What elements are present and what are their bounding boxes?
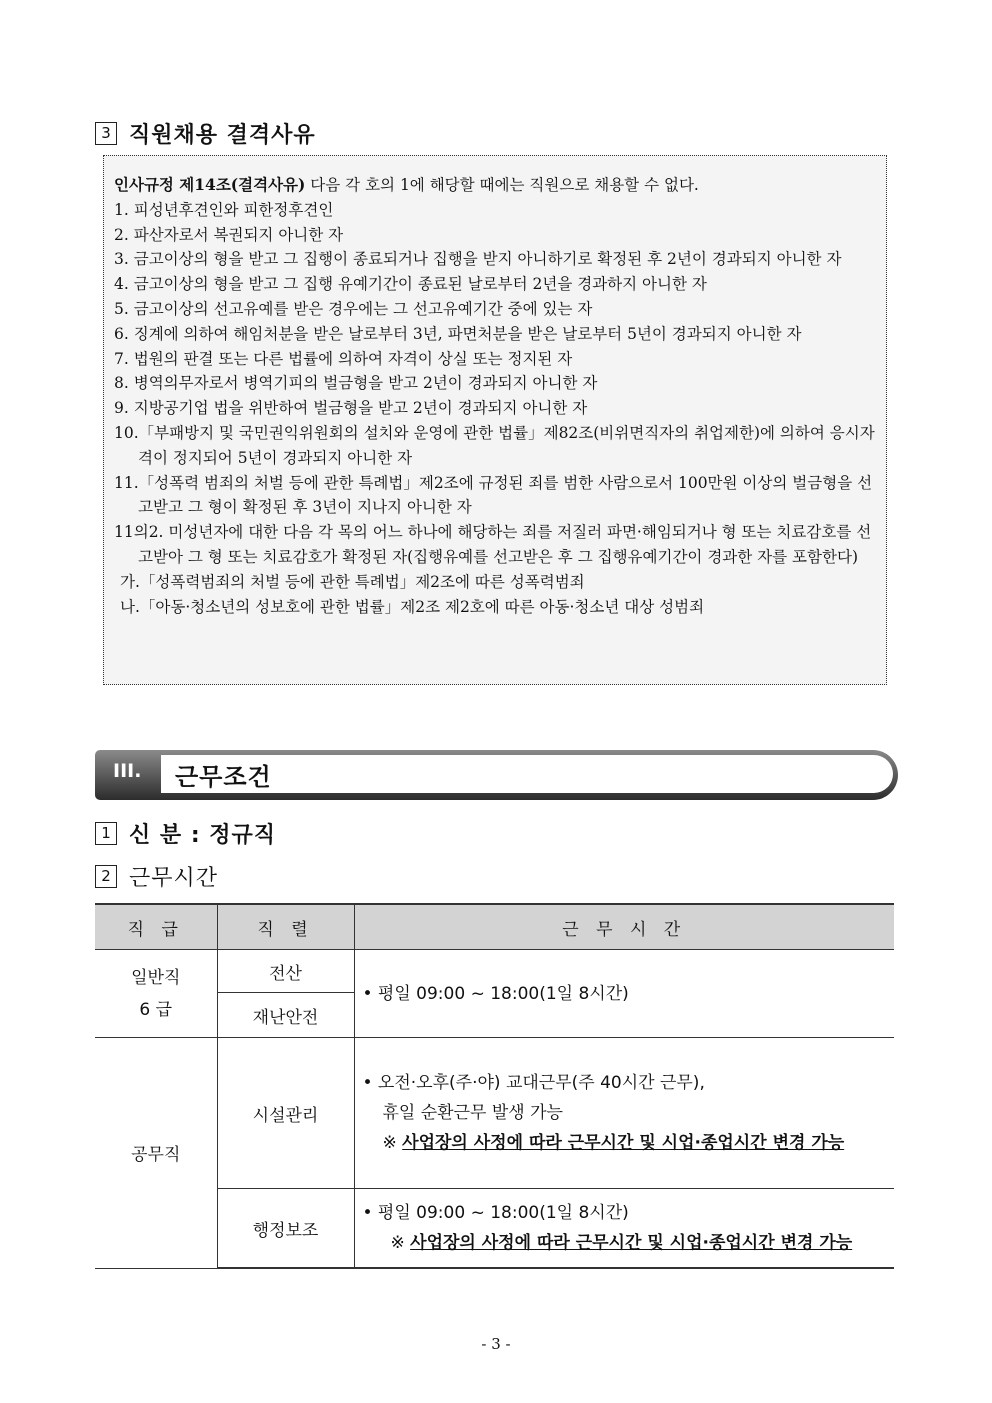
facility-line2: 휴일 순환근무 발생 가능 bbox=[382, 1103, 563, 1123]
rule-item: 3. 금고이상의 형을 받고 그 집행이 종료되거나 집행을 받지 아니하기로 확정된 후 2년이 경과되지 아니한 자 bbox=[114, 250, 842, 269]
section-title: 근무시간 bbox=[129, 866, 219, 891]
table-row bbox=[95, 950, 894, 993]
rule-item: 8. 병역의무자로서 병역기피의 벌금형을 받고 2년이 경과되지 아니한 자 bbox=[114, 374, 598, 393]
note-mark: ※ bbox=[382, 1133, 403, 1153]
header-grade: 직 급 bbox=[95, 904, 217, 950]
facility-note bbox=[363, 1128, 894, 1158]
header-work-hours: 근 무 시 간 bbox=[354, 904, 894, 950]
header-job-series: 직 렬 bbox=[217, 904, 354, 950]
note-text: 사업장의 사정에 따라 근무시간 및 시업·종업시간 변경 가능 bbox=[410, 1233, 853, 1253]
section-title: 직원채용 결격사유 bbox=[129, 123, 316, 148]
facility-line1: • 오전·오후(주·야) 교대근무(주 40시간 근무), bbox=[362, 1073, 705, 1093]
table-header-row bbox=[95, 904, 894, 950]
grade-general-line2: 6 급 bbox=[139, 999, 173, 1020]
grade-general bbox=[95, 950, 217, 1038]
hours-admin bbox=[354, 1189, 894, 1269]
note-text: 사업장의 사정에 따라 근무시간 및 시업·종업시간 변경 가능 bbox=[402, 1133, 845, 1153]
rule-item: 1. 피성년후견인와 피한정후견인 bbox=[114, 200, 334, 219]
rule-item: 11.「성폭력 범죄의 처벌 등에 관한 특례법」제2조에 규정된 죄를 범한 사람으로서 100만원 이상의 벌금형을 선고받고 그 형이 확정된 후 3년이 지나지 아니한 자 bbox=[114, 473, 873, 517]
section-number-box: 3 bbox=[95, 122, 117, 145]
grade-general-line1: 일반직 bbox=[131, 967, 181, 988]
rule-item: 7. 법원의 판결 또는 다른 법률에 의하여 자격이 상실 또는 정지된 자 bbox=[114, 349, 573, 368]
section-3-heading bbox=[95, 118, 316, 149]
admin-line1: • 평일 09:00 ~ 18:00(1일 8시간) bbox=[362, 1203, 629, 1223]
rule-item: 6. 징계에 의하여 해임처분을 받은 날로부터 3년, 파면처분을 받은 날로부터 5년이 경과되지 아니한 자 bbox=[114, 324, 802, 343]
job-admin: 행정보조 bbox=[217, 1189, 354, 1269]
rule-item: 4. 금고이상의 형을 받고 그 집행 유예기간이 종료된 날로부터 2년을 경과하지 아니한 자 bbox=[114, 275, 707, 294]
admin-note bbox=[363, 1228, 894, 1258]
table-row bbox=[95, 1038, 894, 1189]
grade-public-service: 공무직 bbox=[95, 1038, 217, 1269]
disqualification-rules-box bbox=[103, 155, 887, 685]
page-number: - 3 - bbox=[481, 1335, 511, 1353]
rules-lead-rest: 다음 각 호의 1에 해당할 때에는 직원으로 채용할 수 없다. bbox=[305, 176, 699, 194]
hours-general: • 평일 09:00 ~ 18:00(1일 8시간) bbox=[354, 950, 894, 1038]
section-2-heading bbox=[95, 861, 218, 892]
section-title: 신 분 : 정규직 bbox=[129, 823, 277, 848]
section-number-box: 1 bbox=[95, 822, 117, 845]
rule-subitem: 나.「아동·청소년의 성보호에 관한 법률」제2조 제2호에 따른 아동·청소년 대상 성범죄 bbox=[120, 597, 705, 616]
banner-roman-numeral: III. bbox=[113, 760, 142, 782]
rules-lead bbox=[114, 173, 876, 198]
section-1-heading bbox=[95, 818, 276, 849]
hours-facility bbox=[354, 1038, 894, 1189]
rule-item: 5. 금고이상의 선고유예를 받은 경우에는 그 선고유예기간 중에 있는 자 bbox=[114, 299, 593, 318]
job-facility: 시설관리 bbox=[217, 1038, 354, 1189]
section-banner bbox=[95, 750, 898, 800]
rule-item: 9. 지방공기업 법을 위반하여 벌금형을 받고 2년이 경과되지 아니한 자 bbox=[114, 399, 588, 418]
rule-subitem: 가.「성폭력범죄의 처벌 등에 관한 특례법」제2조에 따른 성폭력범죄 bbox=[120, 572, 585, 591]
job-it: 전산 bbox=[217, 950, 354, 993]
rules-lead-bold: 인사규정 제14조(결격사유) bbox=[114, 175, 306, 194]
section-number-box: 2 bbox=[95, 865, 117, 888]
job-safety: 재난안전 bbox=[217, 993, 354, 1038]
note-mark: ※ bbox=[390, 1233, 411, 1253]
work-hours-table bbox=[95, 903, 894, 1269]
banner-title: 근무조건 bbox=[175, 763, 272, 791]
rule-item: 10.「부패방지 및 국민권익위원회의 설치와 운영에 관한 법률」제82조(비위면직자의 취업제한)에 의하여 응시자격이 정지되어 5년이 경과되지 아니한 자 bbox=[114, 423, 875, 467]
rule-item: 2. 파산자로서 복권되지 아니한 자 bbox=[114, 225, 344, 244]
rule-item: 11의2. 미성년자에 대한 다음 각 목의 어느 하나에 해당하는 죄를 저질러 파면·해임되거나 형 또는 치료감호를 선고받아 그 형 또는 치료감호가 확정된 자(집행유예를 선고받은 후 그 집행유예기간이 경과한 자를 포함한다) bbox=[114, 523, 872, 566]
